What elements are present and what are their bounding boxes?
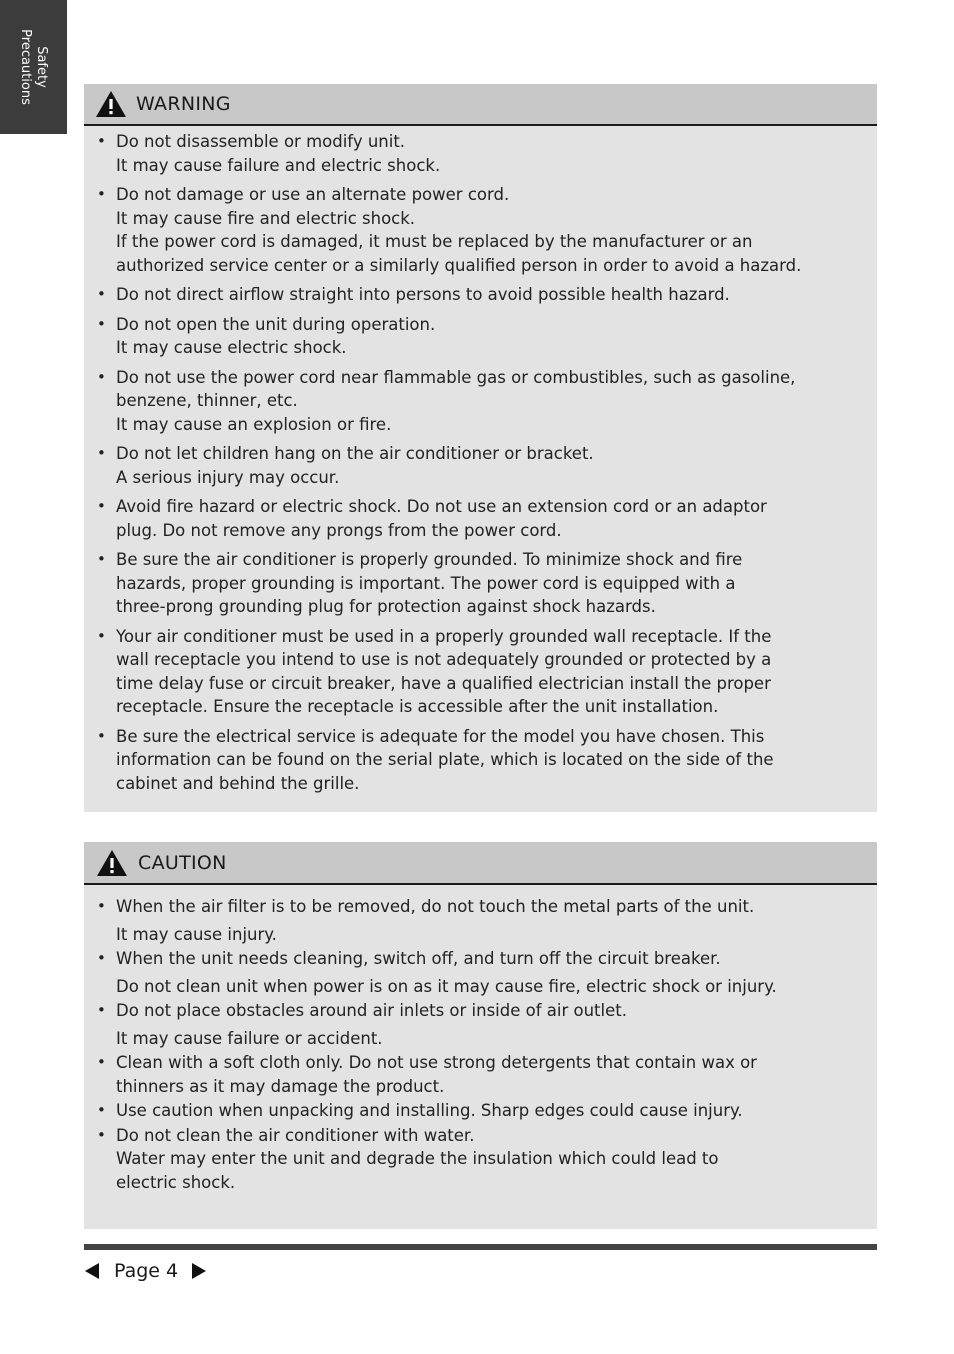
warning-item-line: • Do not disassemble or modify unit.: [116, 132, 406, 151]
page-navigation: [84, 1258, 207, 1284]
caution-item: [84, 895, 877, 946]
warning-item-line: • Avoid fire hazard or electric shock. Do not use an extension cord or an adaptor: [116, 497, 767, 516]
warning-item-line: It may cause electric shock.: [116, 338, 347, 357]
caution-item-line: Water may enter the unit and degrade the insulation which could lead to: [116, 1149, 719, 1168]
warning-item-line: • Do not use the power cord near flammable gas or combustibles, such as gasoline,: [116, 367, 796, 387]
caution-triangle-icon: [96, 849, 128, 877]
caution-item-line: electric shock.: [116, 1172, 236, 1192]
section-tab: [0, 0, 67, 134]
warning-item-line: • Do not damage or use an alternate power cord.: [116, 185, 510, 204]
warning-item: [84, 283, 877, 307]
page-number: Page 4: [114, 1260, 179, 1282]
caution-item-line: • Do not place obstacles around air inlets or inside of air outlet.: [116, 1001, 627, 1020]
caution-item-line: It may cause failure or accident.: [116, 1028, 383, 1048]
warning-item-line: authorized service center or a similarly qualified person in order to avoid a hazard.: [116, 255, 802, 275]
warning-item: [84, 442, 877, 489]
warning-triangle-icon: [95, 90, 127, 118]
section-tab-label: [17, 29, 49, 105]
warning-item-line: cabinet and behind the grille.: [116, 773, 360, 793]
warning-item-line: hazards, proper grounding is important. The power cord is equipped with a: [116, 573, 736, 593]
warning-item-line: It may cause an explosion or fire.: [116, 414, 392, 434]
previous-page-icon[interactable]: [84, 1262, 100, 1280]
caution-list: [84, 885, 877, 1194]
caution-item: [84, 1099, 877, 1123]
warning-item-line: A serious injury may occur.: [116, 467, 340, 487]
section-tab-line-2: Precautions: [18, 29, 33, 105]
warning-title: WARNING: [136, 93, 231, 115]
warning-item-line: • Do not let children hang on the air conditioner or bracket.: [116, 444, 594, 463]
warning-item: [84, 366, 877, 437]
caution-item: [84, 1124, 877, 1195]
warning-list: [84, 126, 877, 795]
caution-item-line: • Use caution when unpacking and installing. Sharp edges could cause injury.: [116, 1101, 743, 1120]
warning-item: [84, 495, 877, 542]
caution-item-line: It may cause injury.: [116, 924, 277, 944]
caution-item: [84, 1051, 877, 1098]
warning-item-line: • Be sure the electrical service is adequate for the model you have chosen. This: [116, 726, 765, 746]
warning-item-line: • Be sure the air conditioner is properly grounded. To minimize shock and fire: [116, 550, 743, 569]
warning-item-line: It may cause fire and electric shock.: [116, 208, 416, 228]
warning-panel: [84, 84, 877, 812]
warning-item-line: It may cause failure and electric shock.: [116, 155, 441, 175]
warning-item: [84, 183, 877, 277]
caution-item-line: • When the unit needs cleaning, switch off, and turn off the circuit breaker.: [116, 949, 721, 968]
footer-rule: [84, 1244, 877, 1250]
warning-item-line: If the power cord is damaged, it must be replaced by the manufacturer or an: [116, 232, 753, 251]
warning-item-line: information can be found on the serial plate, which is located on the side of the: [116, 750, 774, 769]
caution-item: [84, 999, 877, 1050]
warning-header: [84, 84, 877, 126]
warning-item-line: • Do not open the unit during operation.: [116, 314, 436, 334]
caution-panel: [84, 842, 877, 1229]
caution-item-line: • When the air filter is to be removed, do not touch the metal parts of the unit.: [116, 897, 755, 916]
warning-item: [84, 313, 877, 360]
warning-item: [84, 548, 877, 619]
warning-item-line: • Your air conditioner must be used in a properly grounded wall receptacle. If the: [116, 626, 772, 646]
warning-item-line: wall receptacle you intend to use is not adequately grounded or protected by a: [116, 650, 772, 669]
warning-item-line: plug. Do not remove any prongs from the power cord.: [116, 520, 562, 540]
caution-header: [84, 842, 877, 885]
warning-item-line: time delay fuse or circuit breaker, have a qualified electrician install the proper: [116, 673, 771, 693]
warning-item-line: receptacle. Ensure the receptacle is accessible after the unit installation.: [116, 697, 719, 716]
warning-item: [84, 625, 877, 719]
warning-item-line: three-prong grounding plug for protection against shock hazards.: [116, 597, 656, 616]
warning-item: [84, 725, 877, 796]
caution-title: CAUTION: [138, 851, 227, 874]
caution-item-line: • Do not clean the air conditioner with water.: [116, 1125, 475, 1145]
caution-item-line: • Clean with a soft cloth only. Do not use strong detergents that contain wax or: [116, 1053, 757, 1072]
caution-item-line: Do not clean unit when power is on as it may cause fire, electric shock or injury.: [116, 976, 777, 996]
caution-item: [84, 947, 877, 998]
warning-item-line: • Do not direct airflow straight into persons to avoid possible health hazard.: [116, 285, 730, 304]
warning-item: [84, 130, 877, 177]
warning-item-line: benzene, thinner, etc.: [116, 391, 298, 410]
caution-item-line: thinners as it may damage the product.: [116, 1076, 445, 1096]
section-tab-line-1: Safety: [34, 46, 49, 88]
next-page-icon[interactable]: [191, 1262, 207, 1280]
